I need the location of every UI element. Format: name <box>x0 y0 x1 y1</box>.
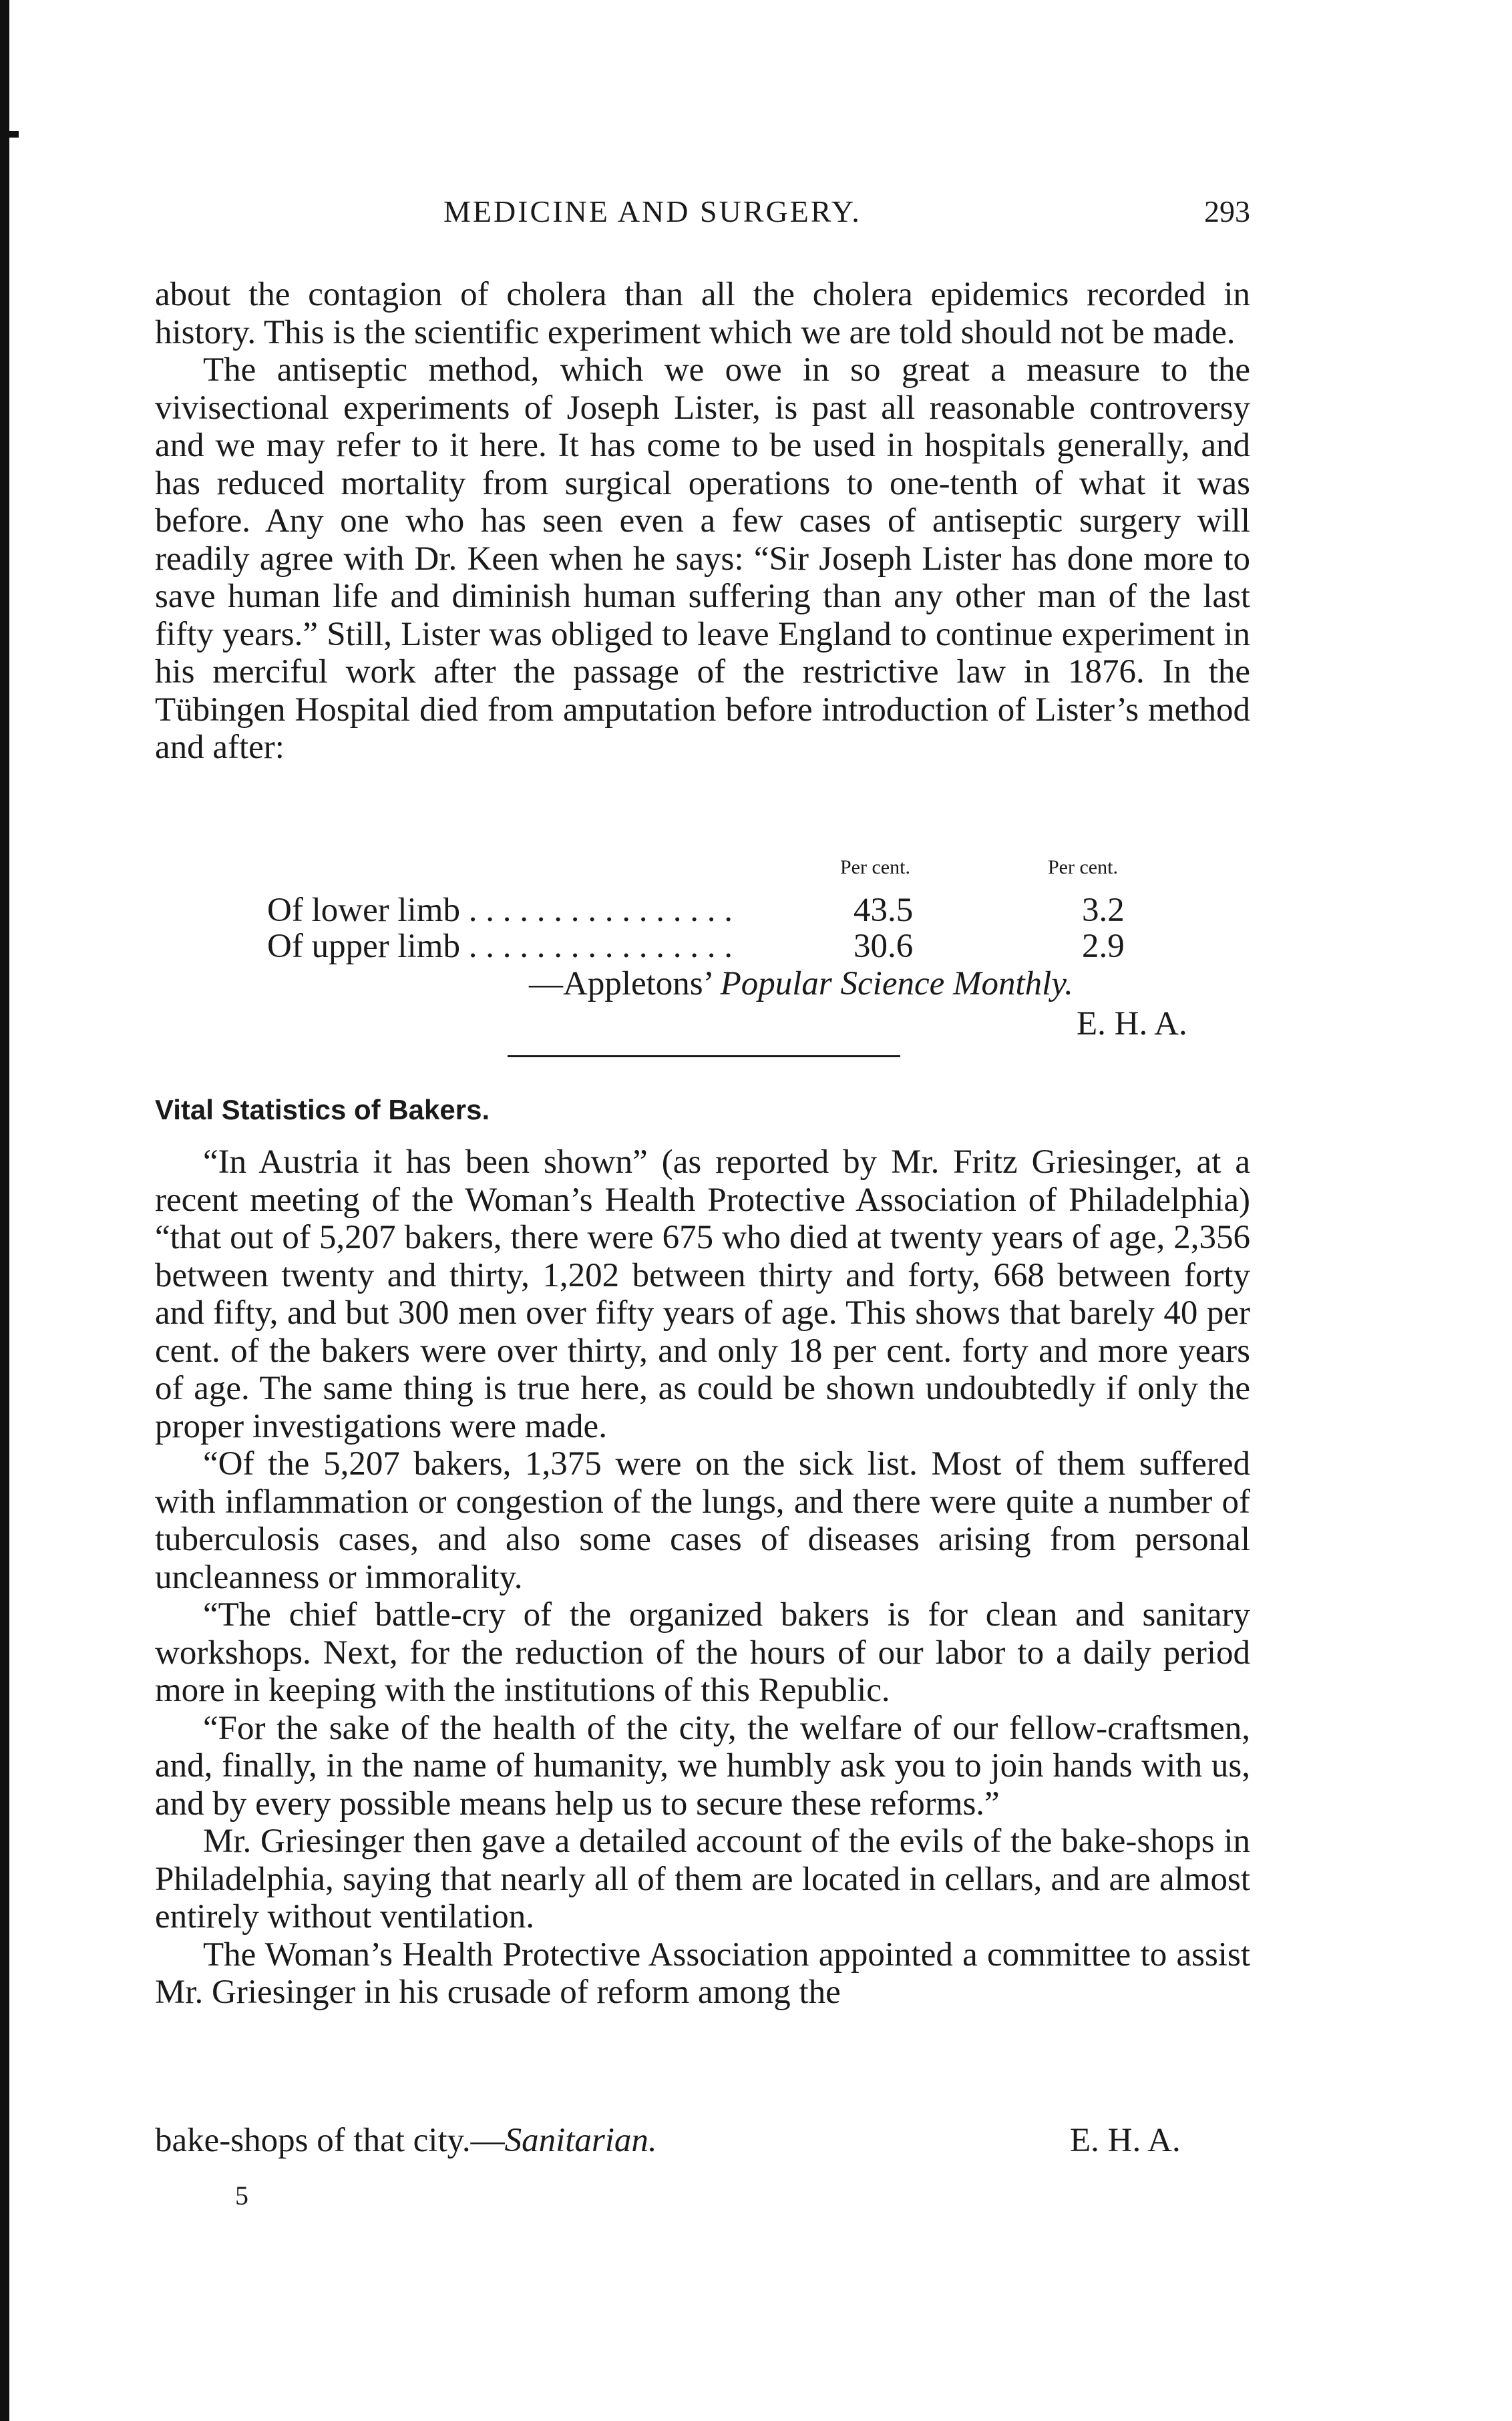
value-before: 30.6 <box>854 928 914 965</box>
paragraph: The antiseptic method, which we owe in so great a measure to the vivisectional experiments of Joseph Lister, is past all reasonable controversy and we may refer to it here. It has come to be used in hospitals generally, and has reduced mortality from surgical operations to one-tenth of what it was before. Any one who has seen even a few cases of antiseptic surgery will readily agree with Dr. Keen when he says: “Sir Joseph Lister has done more to save human life and diminish human suffering than any other man of the last fifty years.” Still, Lister was obliged to leave England to continue experiment in his merciful work after the passage of the restrictive law in 1876. In the Tübingen Hospital died from amputation before introduction of Lister’s method and after: <box>155 351 1250 766</box>
row-label: Of upper limb . . . . . . . . . . . . . . . . <box>267 928 733 965</box>
article-lister-text <box>155 276 1250 767</box>
citation-title: Popular Science Monthly. <box>720 965 1073 1002</box>
value-after: 3.2 <box>1082 892 1125 929</box>
source-title: Sanitarian. <box>504 2122 657 2159</box>
paragraph: “Of the 5,207 bakers, 1,375 were on the sick list. Most of them suffered with inflammation or congestion of the lungs, and there were quite a number of tuberculosis cases, and also some cases of diseases arising from personal uncleanness or immorality. <box>155 1445 1250 1596</box>
citation-line <box>529 964 1073 1003</box>
paragraph: “For the sake of the health of the city, the welfare of our fellow-craftsmen, and, finally, in the name of humanity, we humbly ask you to join hands with us, and by every possible means help us to secure these reforms.” <box>155 1709 1250 1823</box>
page-number: 293 <box>1204 194 1250 228</box>
value-before: 43.5 <box>854 892 914 929</box>
section-divider <box>508 1055 900 1057</box>
paragraph: “In Austria it has been shown” (as reported by Mr. Fritz Griesinger, at a recent meeting of the Woman’s Health Protective Association of Philadelphia) “that out of 5,207 bakers, there were 675 who died at twenty years of age, 2,356 between twenty and thirty, 1,202 between thirty and forty, 668 between forty and fifty, and but 300 men over fifty years of age. This shows that barely 40 per cent. of the bakers were over thirty, and only 18 per cent. forty and more years of age. The same thing is true here, as could be shown undoubtedly if only the proper investigations were made. <box>155 1143 1250 1445</box>
paragraph: The Woman’s Health Protective Association appointed a committee to assist Mr. Griesinger in his crusade of reform among the <box>155 1935 1250 2011</box>
paragraph: Mr. Griesinger then gave a detailed account of the evils of the bake-shops in Philadelphia, saying that nearly all of them are located in cellars, and are almost entirely without ventilation. <box>155 1823 1250 1935</box>
closing-text-plain: bake-shops of that city.— <box>155 2122 505 2159</box>
running-title: MEDICINE AND SURGERY. <box>443 194 862 228</box>
value-after: 2.9 <box>1082 928 1125 965</box>
table-row <box>155 891 1250 931</box>
column-header-after: Per cent. <box>1048 856 1118 878</box>
citation-prefix: —Appletons’ <box>529 965 712 1002</box>
binding-notch <box>9 131 19 138</box>
column-header-before: Per cent. <box>840 856 910 878</box>
signature-mark: 5 <box>235 2181 248 2211</box>
article-bakers-text <box>155 1143 1250 2012</box>
row-label: Of lower limb . . . . . . . . . . . . . . . . <box>267 892 733 929</box>
paragraph: “The chief battle-cry of the organized bakers is for clean and sanitary workshops. Next, for the reduction of the hours of our labor to a daily period more in keeping with the institutions of this Republic. <box>155 1596 1250 1709</box>
table-row <box>155 927 1250 967</box>
binding-edge <box>0 0 9 2421</box>
running-head <box>155 194 1250 234</box>
closing-line <box>155 2121 1250 2161</box>
closing-text <box>155 2121 657 2160</box>
author-initials: E. H. A. <box>1070 2122 1181 2159</box>
paragraph: about the contagion of cholera than all the cholera epidemics recorded in history. This is the scientific experiment which we are told should not be made. <box>155 276 1250 351</box>
mortality-table <box>155 856 1250 976</box>
citation <box>155 964 1250 1004</box>
author-initials: E. H. A. <box>1077 1005 1187 1043</box>
section-heading: Vital Statistics of Bakers. <box>155 1094 490 1125</box>
